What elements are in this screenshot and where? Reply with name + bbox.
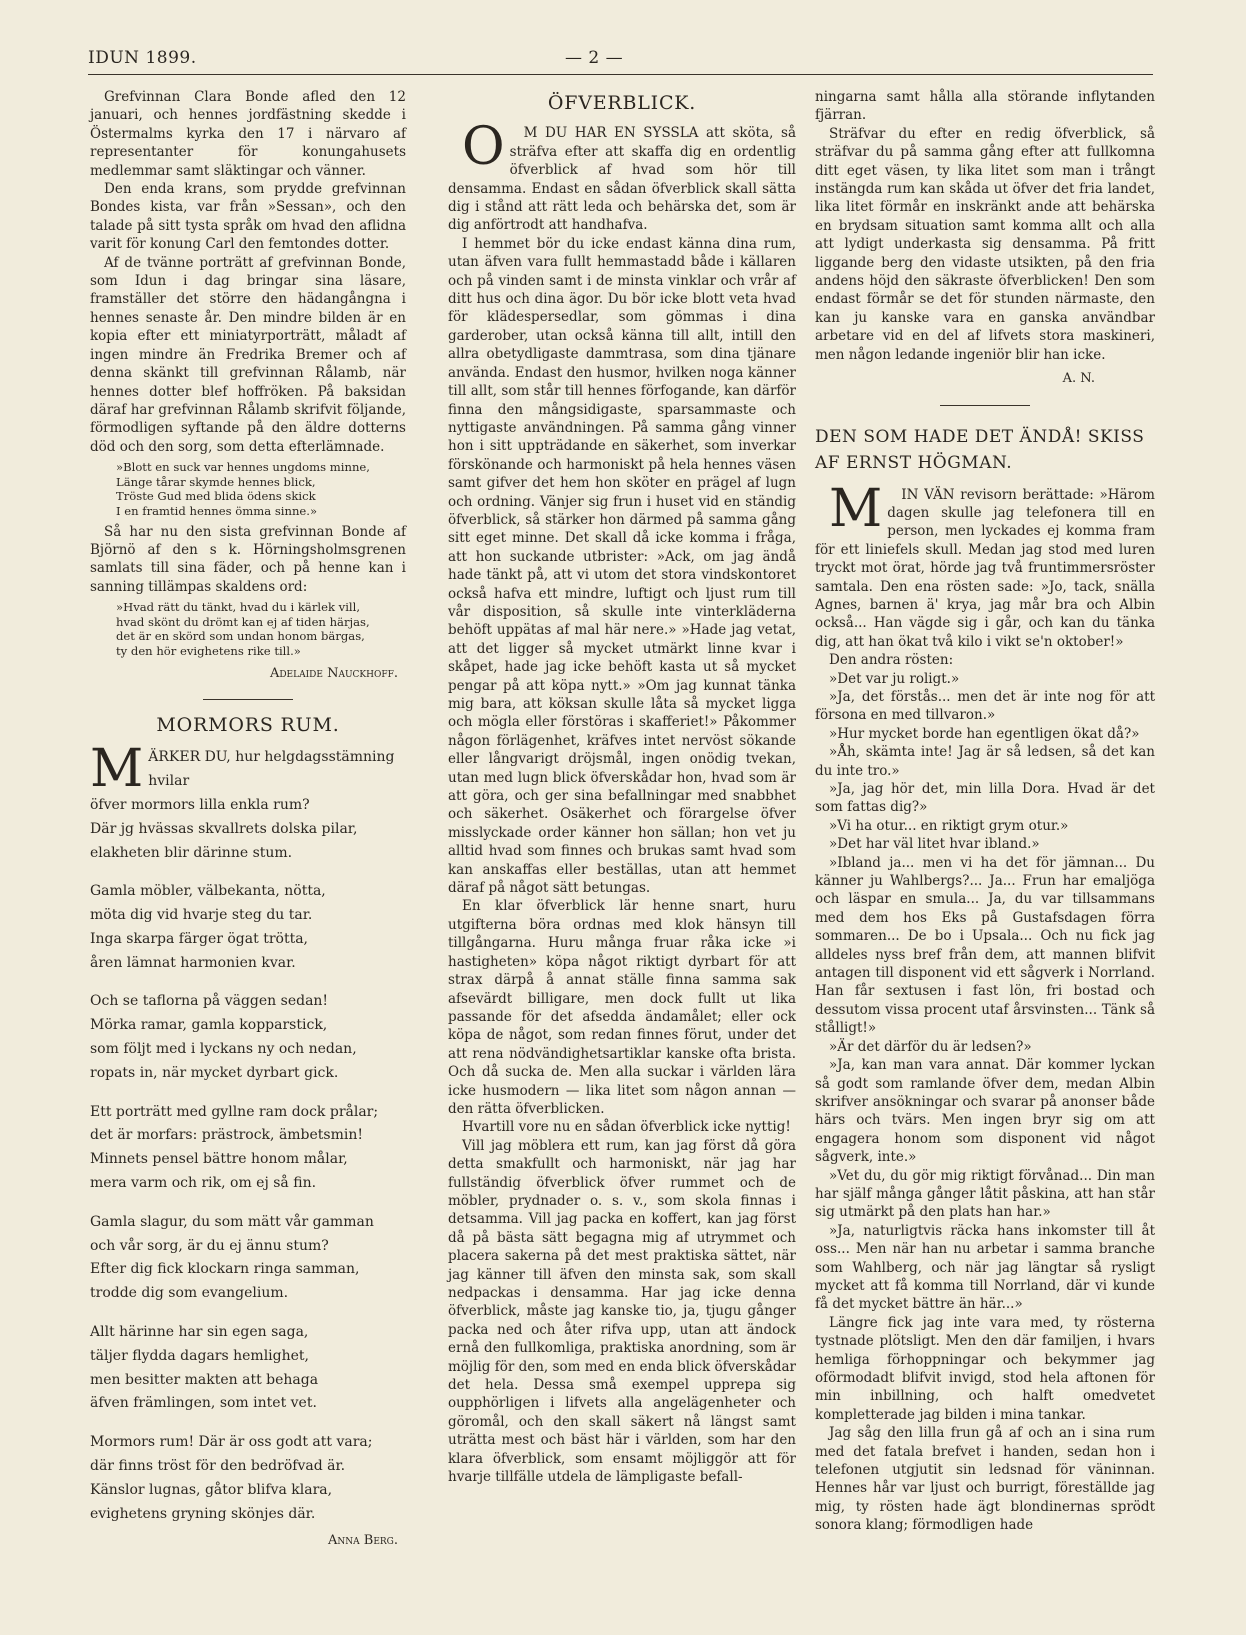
poem-line: där finns tröst för den bedröfvad är. [90,1458,346,1475]
page-number: — 2 — [565,48,624,68]
article-paragraph: Den enda krans, som prydde grefvinnan Bondes kista, var från »Sessan», och den talade på sitt tysta språk om hvad den aflidna varit för konung Carl den femtondes dotter. [90,181,406,253]
drop-cap: M [829,478,883,539]
poem-line: Gamla möbler, välbekanta, nötta, [90,883,326,900]
verse-line: »Hvad rätt du tänkt, hvad du i kärlek vill, [116,600,361,615]
poem-line: Mörka ramar, gamla kopparstick, [90,1017,328,1034]
verse-line: I en framtid hennes ömma sinne.» [116,503,318,518]
first-paragraph-text: M DU HAR EN SYSSLA att sköta, så sträfva efter att skaffa dig en ordentlig öfverblick af hvad som hör till densamma. Endast en sådan öfverblick skall sätta dig i stånd att rätt leda och behärska det, som är dig anförtrodt att handhafva. [448,125,796,234]
masthead: IDUN 1899. [88,48,197,68]
poem-line: äfven främlingen, som intet vet. [90,1395,317,1412]
poem-line: Inga skarpa färger ögat trötta, [90,930,308,947]
poem-line: och vår sorg, är du ej ännu stum? [90,1237,329,1254]
article-paragraph: Så har nu den sista grefvinnan Bonde af Björnö af den s k. Hörningsholmsgrenen samlats till sina fäder, och på henne kan i sanning tillämpas skaldens ord: [90,523,406,595]
article-paragraph: Jag såg den lilla frun gå af och an i sina rum med det fatala brefvet i handen, sedan hon i telefonen utgjutit sin ledsnad för väninnan. Hennes hår var ljust och burrigt, föreställde jag mig, ty rösten hade ägt blondinernas sprödt sonora klang; förmodligen hade [815,1425,1155,1534]
drop-cap: O [462,117,505,178]
poem-line: Och se taflorna på väggen sedan! [90,993,329,1010]
author-signature: Anna Berg. [328,1533,398,1549]
article-paragraph: Grefvinnan Clara Bonde afled den 12 januari, och hennes jordfästning skedde i Östermalms kyrka den 17 i närvaro af representanter för konungahusets medlemmar samt släktingar och vänner. [90,89,406,179]
header-rule [88,74,1153,75]
article-paragraph: En klar öfverblick lär henne snart, huru utgifterna böra ordnas med klok hänsyn till tillgångarna. Huru många fruar råka icke »i hastigheten» köpa något riktigt dyrbart för att strax därpå å annat ställe finna samma sak afsevärdt billigare, men dock fullt ut lika passande för det afsedda ändamålet; eller ock köpa de något, som redan finnes förut, under det att rena nödvändighetsartiklar kanske ofta brista. Och då sucka de. Men alla suckar i världen lära icke husmodern — lika litet som någon annan — den rätta öfverblicken. [448,898,796,1117]
poem-line: Allt härinne har sin egen saga, [90,1324,309,1341]
dialogue-line: »Ja, det förstås... men det är inte nog för att försona en med tillvaron.» [815,688,1155,724]
dialogue-line: »Ja, naturligtvis räcka hans inkomster till åt oss... Men när han nu arbetar i samma branche som Wahlberg, och när jag längtar så rysligt mycket att få komma till Norrland, där vi kunde få det mycket bättre än här...» [815,1222,1155,1313]
dialogue-line: »Ibland ja... men vi ha det för jämnan... Du känner ju Wahlbergs?... Ja... Frun har emaljöga och läspar en smula... Ja, du var tillsammans med dem hos Eks på Gustafsdagen förra sommaren... De bo i Upsala... Och nu fick jag alldeles nyss bref från dem, att mannen blifvit antagen till disponent vid ett sågverk i Norrland. Han får sextusen i fast lön, fri bostad och dessutom vissa procent utaf årsvinsten... Tänk så stålligt!» [815,854,1155,1037]
author-signature: Adelaide Nauckhoff. [269,665,398,681]
verse-line: ty den hör evighetens rike till.» [116,643,301,658]
poem-line: Gamla slagur, du som mätt vår gamman [90,1213,374,1230]
poem-line: Efter dig fick klockarn ringa samman, [90,1261,360,1278]
poem-line: täljer flydda dagars hemlighet, [90,1347,310,1364]
article-paragraph: Längre fick jag inte vara med, ty rösterna tystnade plötsligt. Men den där familjen, i hvars hemliga förhoppningar och bekymmer jag oförmodadt blifvit invigd, stod hela aftonen för min inbillning, och halft omedvetet kompletterade jag bilden i mina tankar. [815,1314,1155,1423]
article-paragraph: Af de tvänne porträtt af grefvinnan Bonde, som Idun i dag bringar sina läsare, framställer det större den hädangångna i hennes senaste år. Den mindre bilden är en kopia efter ett miniatyrporträtt, måladt af ingen mindre än Fredrika Bremer och af denna skänkt till grefvinnan Rålamb, när hennes dotter blef hoffröken. På baksidan däraf har grefvinnan Rålamb skrifvit följande, förmodligen syftande på den äldre dotterns död och den sorg, som detta efterlämnade. [90,254,406,455]
dialogue-line: »Det var ju roligt.» [829,670,960,687]
verse-line: Länge tårar skymde hennes blick, [116,474,316,489]
author-signature: A. N. [1062,371,1095,387]
poem-line: möta dig vid hvarje steg du tar. [90,907,313,924]
poem-line: evighetens gryning skönjes där. [90,1505,316,1522]
article-paragraph: Vill jag möblera ett rum, kan jag först då göra detta smakfullt och harmoniskt, när jag har fullständig öfverblick öfver rummet och de möbler, prydnader o. s. v., som skola finnas i detsamma. Vill jag packa en koffert, kan jag först då på bästa sätt begagna mig af utrymmet och placera sakerna på det mest praktiska sättet, när jag känner till äfven den minsta sak, som skall nedpackas i densamma. Har jag icke denna öfverblick, måste jag kanske tio, ja, tjugu gånger packa ned och åter rifva upp, utan att ändock ernå den fullkomliga, praktiska anordning, som är möjlig för den, som med en enda blick öfverskådar det hela. Dessa små exempel upprepa sig oupphörligen i lifvets alla angelägenheter och göromål, och den skall säkert nå längst samt uträtta mest och bäst här i världen, som har den klara öfverblick, som ensamt möjliggör att för hvarje tillfälle utdela de lämpligaste befall- [448,1137,796,1486]
section-separator [203,699,293,700]
article-title: ÖFVERBLICK. [547,92,697,114]
poem-line: Mormors rum! Där är oss godt att vara; [90,1434,373,1451]
article-paragraph [448,117,796,234]
poem-title: MORMORS RUM. [156,713,340,736]
dialogue-line: »Är det därför du är ledsen?» [829,1038,1032,1055]
dialogue-line: »Vi ha otur... en riktigt grym otur.» [829,817,1069,834]
poem [90,746,406,1526]
dialogue-line: »Ja, jag hör det, min lilla Dora. Hvad är det som fattas dig?» [815,781,1155,816]
article-paragraph: I hemmet bör du icke endast känna dina rum, utan äfven vara fullt hemmastadd både i källaren och på vinden samt i de minsta vinklar och vrår af ditt hus och dina ägor. Du bör icke blott veta hvad för klädespersedlar, som gömmas i dina garderober, utan också känna till allt, intill den allra obetydligaste dammtrasa, som dina tjänare använda. Endast den husmor, hvilken noga känner till allt, som står till hennes förfogande, kan därför finna den mångsidigaste, sparsammaste och nyttigaste användningen. På samma gång vinner hon i sitt uppträdande en säkerhet, som inverkar förskönande och harmoniskt på hela hennes väsen samt gifver det hem hon sköter en prägel af lugn och ordning. Vänjer sig frun i huset vid en ständig öfverblick, så stärker hon därmed på samma gång sitt eget minne. Det skall då icke komma i fråga, att hon suckande utbrister: »Ack, om jag ändå hade tänkt på, att vi utom det stora vindskontoret också hafva ett mindre, luftigt och ljust rum till vår disposition, så skulle inte vinterkläderna behöft uppätas af mal här nere.» »Hade jag vetat, att det ligger så mycket utmärkt linne kvar i skåpet, hade jag icke behöft kasta ut så mycket pengar på att köpa nytt.» »Om jag kunnat tänka mig bara, att köksan skulle låta så mycket ligga och mögla eller förstöras i skafferiet!» Påkommer någon förlägenhet, kräfves intet nervöst sökande eller långvarigt dröjsmål, ingen onödig tvekan, utan med lugn blick öfverskådar hon, hvad som är att göra, och ger sina befallningar med snabbhet och säkerhet. Osäkerhet och förargelse öfver misslyckade order känner hon sällan; hon vet ju alltid hvad som finnes och brukas samt hvad som kan anskaffas eller beställas, utan att hemmet däraf på något sätt betungas. [448,235,796,897]
verse-line: »Blott en suck var hennes ungdoms minne, [116,460,370,475]
poem-line: som följt med i lyckans ny och nedan, [90,1041,357,1058]
poem-line: elakheten blir därinne stum. [90,844,293,861]
dialogue-line: »Hur mycket borde han egentligen ökat då?» [829,725,1140,742]
poem-line: det är morfars: prästrock, ämbetsmin! [90,1127,364,1144]
drop-cap: M [90,746,144,800]
article-title: DEN SOM HADE DET ÄNDÅ! SKISS AF ERNST HÖGMAN. [815,426,1145,473]
article-paragraph: Hvartill vore nu en sådan öfverblick icke nyttig! [462,1119,791,1136]
verse-line: hvad skönt du drömt kan ej af tiden härjas, [116,614,370,629]
poem-line: Där jg hvässas skvallrets dolska pilar, [90,820,358,837]
verse-line: Tröste Gud med blida ödens skick [116,489,316,504]
verse-quote [116,600,406,658]
article-paragraph [815,478,1155,652]
poem-line: Känslor lugnas, gåtor blifva klara, [90,1481,333,1498]
dialogue-line: »Vet du, du gör mig riktigt förvånad... Din man har själf många gånger låtit påskina, att han står sig utmärkt på den plats han har.» [815,1167,1155,1221]
dialogue-line: »Det har väl litet hvar ibland.» [829,836,1040,853]
article-paragraph: Sträfvar du efter en redig öfverblick, så sträfvar du på samma gång efter att fullkomna ditt eget väsen, ty lika litet som man i trångt instängda rum kan skåda ut öfver det fria landet, lika litet förmår en inskränkt ande att behärska en brydsam situation samt komma allt och alla att lydigt underkasta sig densamma. På fritt liggande berg den vidaste utsikten, på den fria andens höjd den säkraste öfverblicken! Den som endast förmår se det för stunden närmaste, den kan ju kanske vara en ganska användbar arbetare vid en del af lifvets stora maskineri, men någon ledande ingeniör blir han icke. [815,125,1155,363]
poem-line: trodde dig som evangelium. [90,1285,289,1302]
dialogue-line: »Åh, skämta inte! Jag är så ledsen, så det kan du inte tro.» [815,744,1155,779]
first-paragraph-text: IN VÄN revisorn berättade: »Härom dagen skulle jag telefonera till en person, men lyckades ej komma fram för ett liniefels skull. Medan jag stod med luren tryckt mot örat, hörde jag två fruntimmersröster samtala. Den ena rösten sade: »Jo, tack, snälla Agnes, barnen ä' krya, jag mår bra och Albin också... Han vägde sig i går, och kan du tänka dig, att han ökat två kilo i vikt se'n oktober!» [815,486,1155,650]
poem-line: men besitter makten att behaga [90,1371,319,1388]
dialogue-line: »Ja, kan man vara annat. Där kommer lyckan så godt som ramlande öfver dem, medan Albin skrifver ansökningar och svarar på anonser både härs och tvärs. Men ingen bryr sig om att engagera honom som disponent vid något sågverk, inte.» [815,1057,1155,1166]
poem-line: öfver mormors lilla enkla rum? [90,796,310,813]
column-middle [448,88,796,1486]
column-left [90,88,406,1555]
poem-line: ÄRKER DU, hur helgdagsstämning hvilar [148,749,395,790]
poem-line: ropats in, när mycket dyrbart gick. [90,1064,339,1081]
column-right [815,88,1155,1535]
dialogue-line: Den andra rösten: [829,652,954,669]
poem-line: åren lämnat harmonien kvar. [90,954,296,971]
poem-line: Ett porträtt med gyllne ram dock prålar; [90,1103,379,1120]
poem-line: Minnets pensel bättre honom målar, [90,1151,348,1168]
section-separator [940,405,1030,406]
verse-line: det är en skörd som undan honom bärgas, [116,629,365,644]
verse-quote [116,460,406,518]
article-paragraph: ningarna samt hålla alla störande inflytanden fjärran. [815,89,1155,124]
poem-line: mera varm och rik, om ej så fin. [90,1175,317,1192]
